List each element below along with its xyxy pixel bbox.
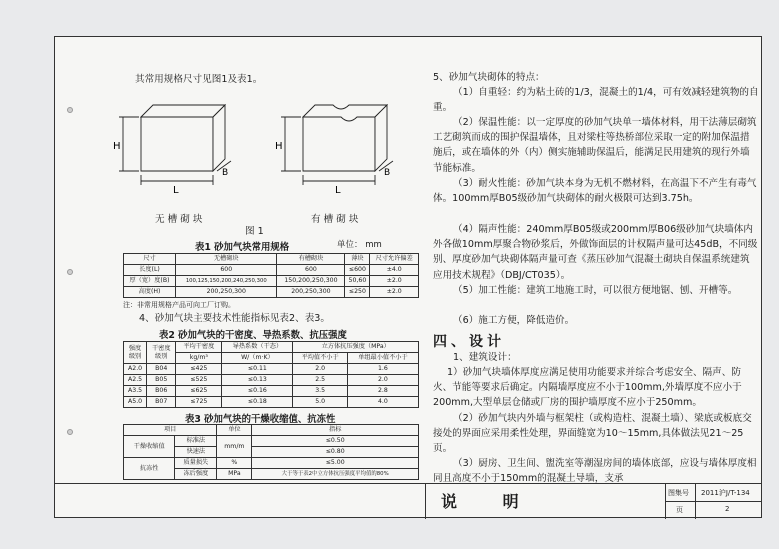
binding-hole: [67, 429, 73, 435]
table-cell: 2.5: [293, 375, 347, 386]
table-cell: 3.5: [293, 386, 347, 397]
section-4-heading: 四、设计: [433, 334, 505, 350]
table1-caption: 表1 砂加气块常用规格: [195, 242, 290, 253]
table-cell: ≤525: [176, 375, 222, 386]
table-cell: ±2.0: [370, 287, 419, 298]
dim-b-label: B: [222, 168, 229, 178]
table-cell: 2.0: [347, 375, 418, 386]
atlas-label: 图集号: [668, 489, 689, 497]
dim-b-label-2: B: [384, 168, 391, 178]
table-cell: 600: [277, 265, 345, 276]
divider: [665, 501, 761, 502]
table-cell: 2.0: [293, 364, 347, 375]
table-cell: A2.0: [124, 364, 147, 375]
dim-h-label: H: [113, 141, 121, 152]
table-cell: B07: [147, 397, 176, 408]
table-cell: ≤725: [176, 397, 222, 408]
table3: [123, 424, 419, 480]
binding-hole: [67, 269, 73, 275]
table1-unit: 单位： mm: [337, 240, 382, 250]
table-cell: 100,125,150,200,240,250,300: [176, 276, 277, 287]
table-cell: ≤0.18: [222, 397, 293, 408]
table-cell: 2.8: [347, 386, 418, 397]
table-cell: ±2.0: [370, 276, 419, 287]
drawing-sheet: [54, 36, 762, 518]
table-cell: 抗冻性: [124, 458, 175, 480]
divider: [425, 484, 426, 519]
table-cell: mm/m: [217, 436, 252, 458]
block2-label: 有 槽 砌 块: [311, 214, 359, 225]
table-row: [124, 425, 419, 436]
table-row: [124, 342, 419, 353]
table-header: 有槽砌块: [277, 254, 345, 265]
table-cell: ≤0.13: [222, 375, 293, 386]
table-cell: ≤5.00: [252, 458, 419, 469]
table-cell: 50,60: [345, 276, 370, 287]
table-cell: 长度(L): [124, 265, 176, 276]
table-cell: ±4.0: [370, 265, 419, 276]
para-4-1: 1、建筑设计：: [453, 352, 517, 363]
para-5-3: （3）耐火性能：砂加气块本身为无机不燃材料，在高温下不产生有毒气体。100mm厚B05级砂加气块砌体的耐火极限可达到3.75h。: [433, 178, 757, 205]
para-4: 4、砂加气块主要技术性能指标见表2、表3。: [139, 313, 330, 324]
table-row: [124, 436, 419, 447]
table-cell: ≤0.16: [222, 386, 293, 397]
block-grooved: [281, 105, 393, 185]
table-row: [124, 458, 419, 469]
table-header: 强度 级别: [124, 342, 147, 364]
figure-1: [105, 89, 415, 201]
para-5-4: （4）隔声性能：240mm厚B05级或200mm厚B06级砂加气块墙体内外各做10mm厚聚合物砂浆后，外做饰面层的计权隔声量可达45dB，不同级别、厚度砂加气块砌体隔声量可查《蒸压砂加气混凝土砌块自保温系统建筑应用技术规程》（DBJ/CT035）。: [433, 224, 758, 281]
table-row: [124, 397, 419, 408]
table-row: [124, 375, 419, 386]
page-number: 2: [725, 505, 730, 513]
binding-hole: [67, 107, 73, 113]
table-cell: MPa: [217, 469, 252, 480]
table-cell: 200,250,300: [277, 287, 345, 298]
table-row: [124, 364, 419, 375]
table-cell: B05: [147, 375, 176, 386]
table-cell: 600: [176, 265, 277, 276]
table-cell: 1.6: [347, 364, 418, 375]
table-cell: ≤600: [345, 265, 370, 276]
table-cell: 质量损失: [175, 458, 217, 469]
table-cell: 厚（宽）度(B): [124, 276, 176, 287]
table-cell: 冻后强度: [175, 469, 217, 480]
table3-caption: 表3 砂加气块的干燥收缩值、抗冻性: [185, 414, 336, 425]
table-cell: A2.5: [124, 375, 147, 386]
table-cell: ≤250: [345, 287, 370, 298]
table-header: 指标: [252, 425, 419, 436]
figure-caption: 图 1: [245, 226, 264, 237]
table-cell: ≤625: [176, 386, 222, 397]
para-4-1-1: 1）砂加气块墙体厚度应满足使用功能要求并综合考虑安全、隔声、防火、节能等要求后确定。内隔墙厚度应不小于100mm,外墙厚度不应小于200mm,大型单层仓储或厂房的围护墙厚度不应小于250mm。: [433, 367, 742, 409]
para-5-2: （2）保温性能：以一定厚度的砂加气块单一墙体材料，用干法薄层砌筑工艺砌筑而成的围护保温墙体，且对梁柱等热桥部位采取一定的附加保温措施后，或在墙体的外（内）侧实施辅助保温后，能满足民用建筑的现行外墙节能标准。: [433, 117, 757, 174]
left-column: [75, 37, 423, 483]
table-cell: 200,250,300: [176, 287, 277, 298]
table-header: W/（m·K）: [222, 353, 293, 364]
table-header: 干密度 级别: [147, 342, 176, 364]
table-header: 单组最小值不小于: [347, 353, 418, 364]
page-label: 页: [676, 506, 683, 514]
table-cell: 150,200,250,300: [277, 276, 345, 287]
para-4-1-3: （3）厨房、卫生间、盥洗室等潮湿房间的墙体底部，应设与墙体厚度相同且高度不小于150mm的混凝土导墙，支承: [433, 458, 757, 485]
para-5-6: （6）施工方便，降低造价。: [453, 315, 575, 326]
table-header: 平均值不小于: [293, 353, 347, 364]
table-cell: %: [217, 458, 252, 469]
para-5-5: （5）加工性能：建筑工地施工时，可以很方便地锯、刨、开槽等。: [453, 285, 738, 296]
table-cell: ≤0.50: [252, 436, 419, 447]
dim-l-label: L: [173, 185, 179, 196]
title-block: [55, 483, 761, 518]
table-header: 尺寸: [124, 254, 176, 265]
table1-note: 注：非常用规格产品可向工厂订购。: [123, 301, 235, 309]
table-row: [124, 287, 419, 298]
section-5-title: 5、砂加气块砌体的特点：: [433, 72, 545, 83]
table-cell: B04: [147, 364, 176, 375]
table-cell: ≤425: [176, 364, 222, 375]
sheet-title: 说 明: [441, 492, 539, 511]
table-cell: 标准法: [175, 436, 217, 447]
table-cell: ≤0.80: [252, 447, 419, 458]
table2: [123, 341, 419, 408]
table-row: [124, 254, 419, 265]
dim-h-label-2: H: [275, 141, 283, 152]
table-cell: 4.0: [347, 397, 418, 408]
table-cell: 快速法: [175, 447, 217, 458]
table-header: 无槽砌块: [176, 254, 277, 265]
table-cell: 高度(H): [124, 287, 176, 298]
table-header: 导热系数（干态）: [222, 342, 293, 353]
table-cell: 干燥收缩值: [124, 436, 175, 458]
table-cell: B06: [147, 386, 176, 397]
table-header: 薄块: [345, 254, 370, 265]
table-header: 立方体抗压强度（MPa）: [293, 342, 419, 353]
right-column: [427, 37, 761, 483]
table-header: kg/m³: [176, 353, 222, 364]
table1: [123, 253, 419, 298]
intro-text: 其常用规格尺寸见图1及表1。: [135, 74, 263, 85]
table-cell: A5.0: [124, 397, 147, 408]
table-cell: ≤0.11: [222, 364, 293, 375]
para-5-1: （1）自重轻：约为粘土砖的1/3，混凝土的1/4，可有效减轻建筑物的自重。: [433, 87, 759, 114]
table2-caption: 表2 砂加气块的干密度、导热系数、抗压强度: [159, 330, 347, 341]
block-no-groove: [119, 105, 231, 185]
dim-l-label-2: L: [335, 185, 341, 196]
table-header: 项目: [124, 425, 217, 436]
table-header: 尺寸允许偏差: [370, 254, 419, 265]
table-row: [124, 276, 419, 287]
table-cell: 大于等于表2中立方体抗压强度平均值的80%: [252, 469, 419, 480]
table-header: 单位: [217, 425, 252, 436]
para-4-1-2: （2）砂加气块内外墙与框架柱（或构造柱、混凝土墙）、梁底或板底交接处的界面应采用柔性处理，界面缝宽为10～15mm,具体做法见21～25页。: [433, 413, 752, 455]
table-row: [124, 265, 419, 276]
block1-label: 无 槽 砌 块: [155, 214, 203, 225]
table-cell: A3.5: [124, 386, 147, 397]
table-cell: 5.0: [293, 397, 347, 408]
atlas-number: 2011沪J/T-134: [701, 489, 750, 497]
table-header: 平均干密度: [176, 342, 222, 353]
